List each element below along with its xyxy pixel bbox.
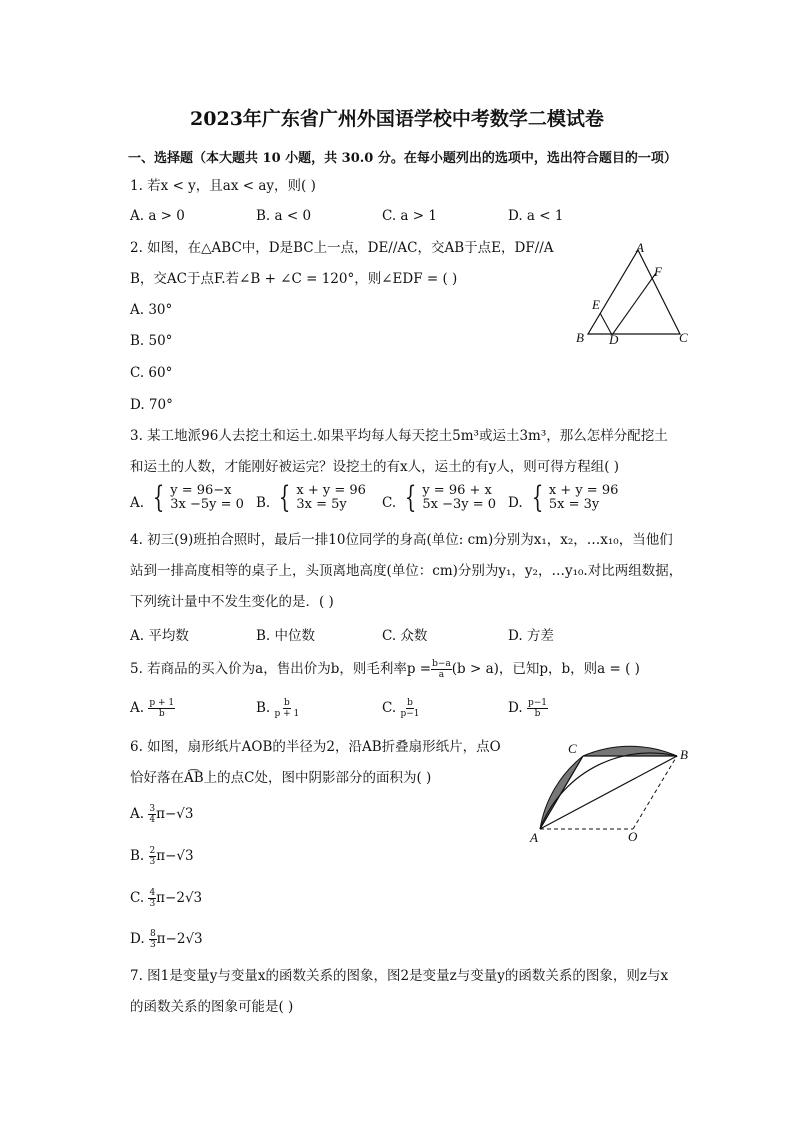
q5-option-b: B. $\frac{b}{p + 1}$ xyxy=(256,698,300,719)
q6-option-b: B. $\frac{2}{3}$ π−√3 xyxy=(130,846,194,867)
question-5-stem: 5. 若商品的买入价为a，售出价为b，则毛利率p = $\frac{b-a}{a}$ (b > a)，已知p，b，则a = ( ) xyxy=(130,659,640,680)
question-6-stem-line2: 恰好落在A͡B上的点C处，图中阴影部分的面积为( ) xyxy=(130,770,432,786)
q2-option-c: C. 60° xyxy=(130,365,173,381)
fig2-label-f: F xyxy=(654,264,662,279)
question-6-stem-line1: 6. 如图，扇形纸片AOB的半径为2，沿AB折叠扇形纸片，点O xyxy=(130,739,501,755)
fig2-label-b: B xyxy=(576,330,584,345)
question-2-stem-line1: 2. 如图，在△ABC中，D是BC上一点，DE//AC，交AB于点E，DF//A xyxy=(130,240,554,256)
q5-option-a: A. $\frac{p + 1}{b}$ xyxy=(130,698,175,719)
q6-option-c: C. $\frac{4}{3}$ π−2√3 xyxy=(130,888,203,909)
q6-option-a: A. $\frac{3}{4}$ π−√3 xyxy=(130,804,194,825)
fig2-label-c: C xyxy=(679,330,688,345)
q1-option-d: D. a < 1 xyxy=(508,208,564,224)
q3-option-d: D. { x + y = 96 5x = 3y xyxy=(508,480,619,515)
q1-option-b: B. a < 0 xyxy=(256,208,312,224)
q4-option-c: C. 众数 xyxy=(382,628,428,644)
sector-figure xyxy=(525,735,700,845)
q1-option-a: A. a > 0 xyxy=(130,208,185,224)
q3-option-a: A. { y = 96−x 3x −5y = 0 xyxy=(130,480,244,515)
fig2-label-d: D xyxy=(609,332,619,347)
q2-option-d: D. 70° xyxy=(130,397,173,413)
section-heading: 一、选择题（本大题共 10 小题，共 30.0 分。在每小题列出的选项中，选出符合题目的一项） xyxy=(128,151,677,166)
q6-option-d: D. $\frac{8}{3}$ π−2√3 xyxy=(130,929,203,950)
question-3-stem-line1: 3. 某工地派96人去挖土和运土.如果平均每人每天挖土5m³或运土3m³，那么怎样分配挖土 xyxy=(130,428,668,444)
q2-option-b: B. 50° xyxy=(130,333,173,349)
fig6-label-o: O xyxy=(628,829,638,844)
q3-option-b: B. { x + y = 96 3x = 5y xyxy=(256,480,366,515)
fig2-label-a: A xyxy=(636,240,644,255)
q5-option-c: C. $\frac{b}{p-1}$ xyxy=(382,698,420,719)
page-title: 2023年广东省广州外国语学校中考数学二模试卷 xyxy=(190,108,604,130)
q5-option-d: D. $\frac{p-1}{b}$ xyxy=(508,698,547,719)
question-7-stem-line1: 7. 图1是变量y与变量x的函数关系的图象，图2是变量z与变量y的函数关系的图象，则z与x xyxy=(130,968,669,984)
question-4-stem-line1: 4. 初三(9)班拍合照时，最后一排10位同学的身高(单位: cm)分别为x₁，x₂，…x₁₀，当他们 xyxy=(130,532,673,548)
fig6-label-c: C xyxy=(568,741,577,756)
q4-option-b: B. 中位数 xyxy=(256,628,316,644)
question-4-stem-line2: 站到一排高度相等的桌子上，头顶离地高度(单位：cm)分别为y₁，y₂，…y₁₀.对比两组数据， xyxy=(130,563,683,579)
q4-option-a: A. 平均数 xyxy=(130,628,189,644)
question-1-stem: 1. 若x < y，且ax < ay，则( ) xyxy=(130,178,316,194)
fig6-label-a: A xyxy=(530,830,538,845)
question-2-stem-line2: B，交AC于点F.若∠B + ∠C = 120°，则∠EDF = ( ) xyxy=(130,271,458,287)
q2-option-a: A. 30° xyxy=(130,302,173,318)
fig2-label-e: E xyxy=(592,297,600,312)
question-7-stem-line2: 的函数关系的图象可能是( ) xyxy=(130,999,294,1015)
question-4-stem-line3: 下列统计量中不发生变化的是．( ) xyxy=(130,594,334,610)
question-3-stem-line2: 和运土的人数，才能刚好被运完？设挖土的有x人，运土的有y人，则可得方程组( ) xyxy=(130,459,620,475)
q3-option-c: C. { y = 96 + x 5x −3y = 0 xyxy=(382,480,496,515)
q4-option-d: D. 方差 xyxy=(508,628,554,644)
q1-option-c: C. a > 1 xyxy=(382,208,437,224)
fig6-label-b: B xyxy=(680,747,688,762)
